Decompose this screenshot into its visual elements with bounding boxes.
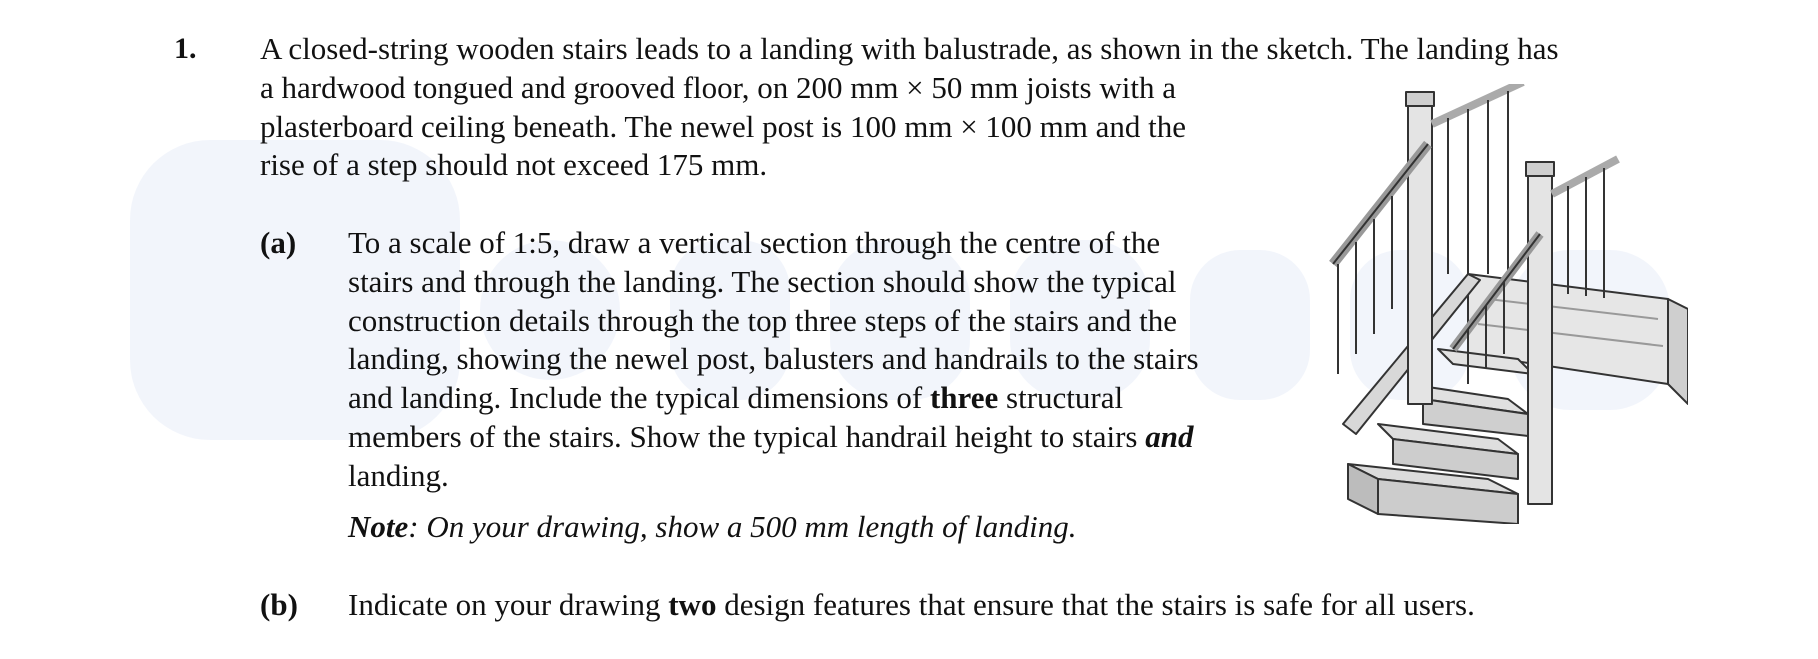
part-a-line bbox=[348, 418, 1199, 457]
part-a-line: landing. bbox=[348, 457, 449, 493]
note-text: : On your drawing, show a 500 mm length of landing. bbox=[408, 509, 1077, 544]
intro-line: rise of a step should not exceed 175 mm. bbox=[260, 147, 768, 183]
staircase-sketch-icon bbox=[1318, 84, 1688, 524]
note-label: Note bbox=[348, 509, 409, 544]
part-a-line5-pre: and landing. Include the typical dimensions of bbox=[348, 380, 930, 416]
part-a-line: construction details through the top three steps of the stairs and the bbox=[348, 302, 1178, 338]
part-b-post: design features that ensure that the stairs is safe for all users. bbox=[716, 587, 1475, 622]
part-a-line5-post: structural bbox=[998, 380, 1124, 416]
intro-line: a hardwood tongued and grooved floor, on 200 mm × 50 mm joists with a bbox=[260, 69, 1176, 105]
emphasis-three: three bbox=[929, 380, 999, 416]
emphasis-two: two bbox=[668, 587, 717, 622]
part-a-line6-pre: members of the stairs. Show the typical handrail height to stairs bbox=[348, 418, 1146, 454]
emphasis-and: and bbox=[1145, 418, 1194, 454]
part-a-label: (a) bbox=[260, 225, 297, 260]
part-b-text bbox=[348, 586, 1475, 625]
part-a-line bbox=[348, 379, 1199, 418]
question-number: 1. bbox=[174, 32, 197, 65]
part-a-line: stairs and through the landing. The section should show the typical bbox=[348, 263, 1177, 299]
part-b-line bbox=[348, 586, 1475, 625]
part-a-line: landing, showing the newel post, balusters and handrails to the stairs bbox=[348, 341, 1199, 377]
part-a-text bbox=[348, 224, 1199, 496]
part-a-note bbox=[348, 508, 1077, 547]
part-b-pre: Indicate on your drawing bbox=[348, 587, 669, 622]
intro-line: A closed-string wooden stairs leads to a landing with balustrade, as shown in the sketch. The landing has bbox=[260, 31, 1559, 66]
part-a-line: To a scale of 1:5, draw a vertical section through the centre of the bbox=[348, 225, 1161, 260]
part-b-label: (b) bbox=[260, 587, 298, 622]
intro-line: plasterboard ceiling beneath. The newel post is 100 mm × 100 mm and the bbox=[260, 108, 1187, 144]
